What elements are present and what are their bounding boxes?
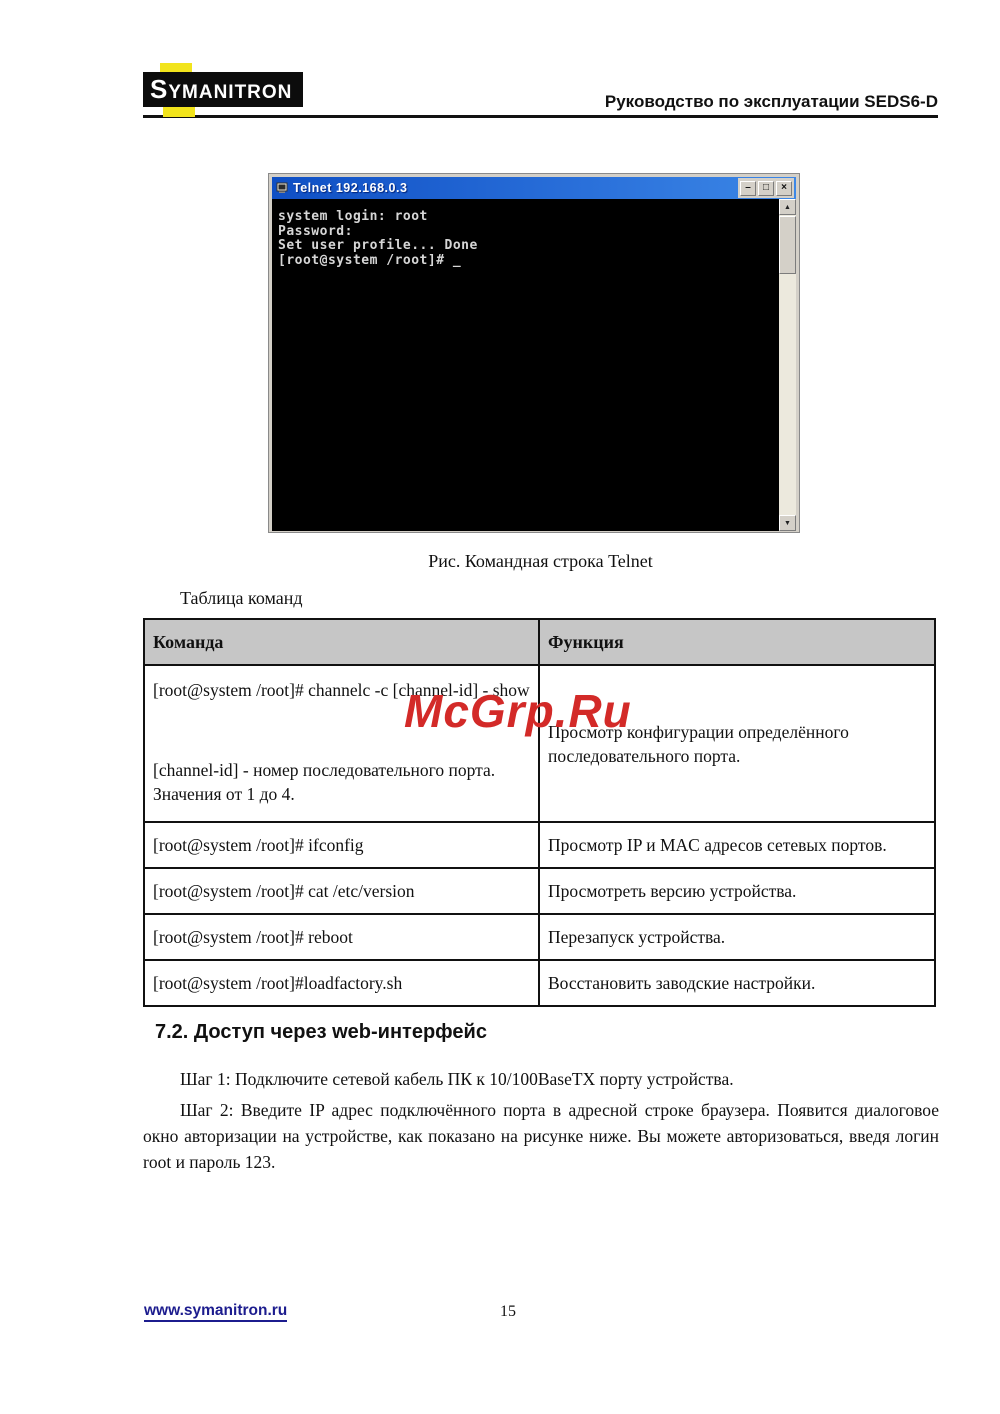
logo-text: SYMANITRON bbox=[150, 74, 293, 104]
command-table bbox=[143, 618, 936, 1007]
table-row bbox=[144, 822, 935, 868]
column-header-function: Функция bbox=[539, 619, 935, 665]
table-header-row bbox=[144, 619, 935, 665]
table-row bbox=[144, 868, 935, 914]
terminal-output bbox=[278, 210, 772, 268]
minimize-icon[interactable]: – bbox=[740, 181, 756, 196]
document-title: Руководство по эксплуатации SEDS6-D bbox=[604, 92, 938, 111]
section-heading: 7.2. Доступ через web-интерфейс bbox=[155, 1021, 487, 1043]
terminal-line: system login: root bbox=[278, 209, 428, 224]
mcgrp-watermark: McGrp.Ru bbox=[404, 685, 632, 737]
command-note: [channel-id] - номер последовательного порта. Значения от 1 до 4. bbox=[153, 760, 496, 804]
scroll-down-icon[interactable]: ▼ bbox=[779, 515, 796, 531]
terminal-area bbox=[272, 199, 796, 531]
telnet-title-bar[interactable] bbox=[272, 177, 796, 199]
header-divider bbox=[143, 115, 938, 118]
function-cell: Просмотр конфигурации определённого последовательного порта. bbox=[539, 665, 935, 822]
command-cell bbox=[144, 665, 539, 822]
command-cell: [root@system /root]# ifconfig bbox=[144, 822, 539, 868]
telnet-window bbox=[268, 173, 800, 533]
figure-caption: Рис. Командная строка Telnet bbox=[428, 551, 653, 571]
function-cell: Просмотр IP и MAC адресов сетевых портов. bbox=[539, 822, 935, 868]
function-cell: Восстановить заводские настройки. bbox=[539, 960, 935, 1006]
command-cell: [root@system /root]# cat /etc/version bbox=[144, 868, 539, 914]
table-row bbox=[144, 665, 935, 822]
scroll-up-icon[interactable]: ▲ bbox=[779, 199, 796, 215]
table-row bbox=[144, 960, 935, 1006]
scrollbar-thumb[interactable] bbox=[779, 216, 796, 274]
maximize-icon[interactable]: □ bbox=[758, 181, 774, 196]
telnet-window-title: Telnet 192.168.0.3 bbox=[293, 181, 408, 195]
symanitron-logo bbox=[143, 72, 303, 107]
paragraph-step-1: Шаг 1: Подключите сетевой кабель ПК к 10/100BaseTX порту устройства. bbox=[180, 1069, 734, 1089]
terminal-line: [root@system /root]# _ bbox=[278, 252, 462, 268]
table-label: Таблица команд bbox=[180, 588, 303, 608]
command-cell: [root@system /root]#loadfactory.sh bbox=[144, 960, 539, 1006]
function-cell: Перезапуск устройства. bbox=[539, 914, 935, 960]
close-icon[interactable]: × bbox=[776, 181, 792, 196]
command-cell: [root@system /root]# reboot bbox=[144, 914, 539, 960]
function-cell: Просмотреть версию устройства. bbox=[539, 868, 935, 914]
footer-website-link[interactable]: www.symanitron.ru bbox=[144, 1302, 287, 1322]
window-controls bbox=[738, 178, 794, 198]
terminal-line: Set user profile... Done bbox=[278, 238, 478, 253]
terminal-line: Password: bbox=[278, 223, 353, 239]
terminal-scrollbar[interactable] bbox=[779, 199, 796, 531]
command-text: [root@system /root]# channelc -c [channel-id] - show bbox=[153, 680, 530, 700]
paragraph-step-2: Шаг 2: Введите IP адрес подключённого порта в адресной строке браузера. Появится диалоговое окно авторизации на устройстве, как показано на рисунке ниже. Вы можете авторизоваться, введя логин root и пароль 123. bbox=[143, 1100, 939, 1172]
telnet-icon bbox=[276, 182, 288, 194]
column-header-command: Команда bbox=[144, 619, 539, 665]
page-number: 15 bbox=[500, 1303, 516, 1320]
table-row bbox=[144, 914, 935, 960]
